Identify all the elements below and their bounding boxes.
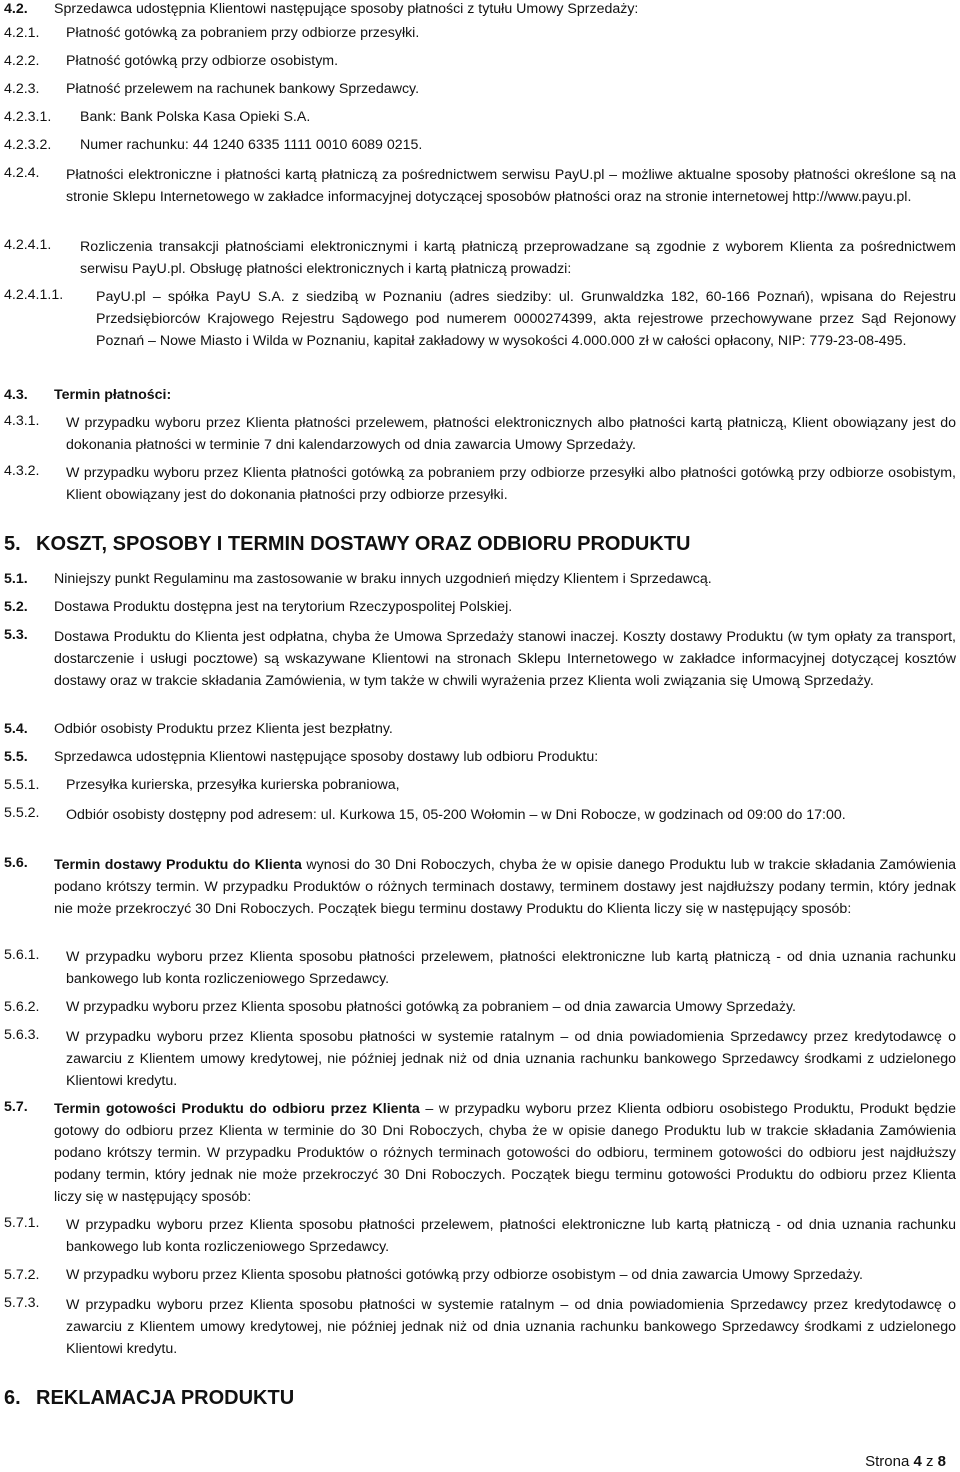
clause-4-3 (4, 386, 956, 405)
clause-text: Płatność przelewem na rachunek bankowy Sprzedawcy. (66, 81, 420, 97)
clause-text: W przypadku wyboru przez Klienta płatności gotówką za pobraniem przy odbiorze przesyłki albo płatności gotówką przy odbiorze osobistym, Klient obowiązany jest do dokonania płatności przy odbiorze przesyłki. (66, 465, 956, 503)
clause-number: 5.2. (4, 599, 28, 615)
clause-5-2 (4, 598, 956, 617)
clause-text: W przypadku wyboru przez Klienta sposobu płatności w systemie ratalnym – od dnia powiadomienia Sprzedawcy przez kredytodawcę o zawarciu z Klientem umowy kredytowej, nie później jednak niż od dnia uznania rachunku bankowego Sprzedawcy środkami z udzielonego Klientowi kredytu. (66, 1029, 956, 1089)
clause-bold-lead: Termin dostawy Produktu do Klienta (54, 857, 302, 873)
clause-5-5-2 (4, 804, 956, 826)
footer-separator: z (921, 1453, 938, 1470)
heading-title: REKLAMACJA PRODUKTU (36, 1387, 295, 1409)
clause-number: 5.4. (4, 721, 28, 737)
clause-number: 4.3. (4, 387, 28, 403)
clause-text: Dostawa Produktu dostępna jest na terytorium Rzeczypospolitej Polskiej. (54, 599, 513, 615)
clause-5-7 (4, 1098, 956, 1208)
clause-text: Niniejszy punkt Regulaminu ma zastosowanie w braku innych uzgodnień między Klientem i Sprzedawcą. (54, 571, 712, 587)
clause-number: 5.5. (4, 749, 28, 765)
clause-number: 4.2.4.1.1. (4, 287, 64, 303)
heading-number: 6. (4, 1387, 21, 1409)
clause-4-2-4-1 (4, 236, 956, 280)
clause-text: Odbiór osobisty Produktu przez Klienta jest bezpłatny. (54, 721, 393, 737)
clause-text: Płatność gotówką przy odbiorze osobistym. (66, 53, 339, 69)
clause-4-2-3-1 (4, 108, 956, 127)
clause-text: W przypadku wyboru przez Klienta sposobu płatności przelewem, płatności elektroniczne lub kartą płatniczą - od dnia uznania rachunku bankowego lub konta rozliczeniowego Sprzedawcy. (66, 949, 956, 987)
clause-text (54, 1098, 956, 1208)
clause-text: Termin płatności: (54, 387, 172, 403)
clause-number: 4.2.4.1. (4, 237, 52, 253)
clause-4-2-4-1-1 (4, 286, 956, 352)
clause-text: Rozliczenia transakcji płatnościami elektronicznymi i kartą płatniczą przeprowadzane są zgodnie z wyborem Klienta za pośrednictwem serwisu PayU.pl. Obsługę płatności elektronicznych i kartą płatniczą prowadzi: (80, 239, 956, 277)
clause-number: 4.2.3.2. (4, 137, 52, 153)
clause-text: W przypadku wyboru przez Klienta sposobu płatności gotówką za pobraniem – od dnia zawarcia Umowy Sprzedaży. (66, 999, 796, 1015)
clause-4-2-1 (4, 24, 956, 43)
heading-number: 5. (4, 533, 21, 555)
clause-number: 4.2.4. (4, 165, 40, 181)
clause-5-7-2 (4, 1266, 956, 1285)
clause-5-5 (4, 748, 956, 767)
clause-number: 4.3.1. (4, 413, 40, 429)
clause-5-6-2 (4, 998, 956, 1017)
clause-body: – w przypadku wyboru przez Klienta odbioru osobistego Produktu, Produkt będzie gotowy do odbioru przez Klienta w terminie do 30 Dni Roboczych, chyba że w opisie danego Produktu lub w trakcie składania Zamówienia podano krótszy termin. W przypadku Produktów o różnych terminach gotowości do odbioru, terminem gotowości do odbioru jest najdłuższy podany termin, który jednak nie może przekroczyć 30 Dni Roboczych. Początek biegu terminu gotowości Produktu do odbioru przez Klienta liczy się w następujący sposób: (54, 1101, 956, 1205)
clause-number: 5.5.1. (4, 777, 40, 793)
clause-number: 4.2.3. (4, 81, 40, 97)
clause-4-2-2 (4, 52, 956, 71)
clause-number: 5.6. (4, 855, 28, 871)
clause-5-7-1 (4, 1214, 956, 1258)
clause-4-2-3-2 (4, 136, 956, 155)
clause-number: 4.2.2. (4, 53, 40, 69)
clause-5-6-1 (4, 946, 956, 990)
heading-title: KOSZT, SPOSOBY I TERMIN DOSTAWY ORAZ ODBIORU PRODUKTU (36, 533, 691, 555)
footer-prefix: Strona (865, 1453, 914, 1470)
clause-number: 5.7.1. (4, 1215, 40, 1231)
clause-text: W przypadku wyboru przez Klienta płatności przelewem, płatności elektronicznych albo płatności kartą płatniczą, Klient obowiązany jest do dokonania płatności w terminie 7 dni kalendarzowych od dnia zawarcia Umowy Sprzedaży. (66, 415, 956, 453)
clause-5-6-3 (4, 1026, 956, 1092)
clause-number: 4.2.3.1. (4, 109, 52, 125)
clause-text: W przypadku wyboru przez Klienta sposobu płatności gotówką przy odbiorze osobistym – od dnia zawarcia Umowy Sprzedaży. (66, 1267, 863, 1283)
current-page-number: 4 (913, 1453, 922, 1470)
clause-text: Przesyłka kurierska, przesyłka kurierska pobraniowa, (66, 777, 400, 793)
clause-5-7-3 (4, 1294, 956, 1360)
clause-5-3 (4, 626, 956, 692)
clause-text: Odbiór osobisty dostępny pod adresem: ul. Kurkowa 15, 05-200 Wołomin – w Dni Robocze, w godzinach od 09:00 do 17:00. (66, 807, 846, 823)
clause-text (54, 854, 956, 920)
clause-text: Płatność gotówką za pobraniem przy odbiorze przesyłki. (66, 25, 420, 41)
total-pages: 8 (937, 1453, 946, 1470)
clause-number: 5.6.1. (4, 947, 40, 963)
clause-5-4 (4, 720, 956, 739)
clause-number: 5.6.3. (4, 1027, 40, 1043)
clause-number: 5.7.3. (4, 1295, 40, 1311)
clause-4-3-2 (4, 462, 956, 506)
clause-text: Płatności elektroniczne i płatności kartą płatniczą za pośrednictwem serwisu PayU.pl – możliwe aktualne sposoby płatności określone są na stronie Sklepu Internetowego w zakładce informacyjnej dotyczącej sposobów płatności oraz na stronie internetowej http://www.payu.pl. (66, 167, 956, 205)
clause-text: Sprzedawca udostępnia Klientowi następujące sposoby płatności z tytułu Umowy Sprzedaży: (54, 1, 639, 17)
clause-text: Dostawa Produktu do Klienta jest odpłatna, chyba że Umowa Sprzedaży stanowi inaczej. Koszty dostawy Produktu (w tym opłaty za transport, dostarczenie i usługi pocztowe) są wskazywane Klientowi na stronach Sklepu Internetowego w zakładce informacyjnej dotyczącej kosztów dostawy oraz w trakcie składania Zamówienia, w tym także w chwili wyrażenia przez Klienta woli związania się Umową Sprzedaży. (54, 629, 956, 689)
clause-4-3-1 (4, 412, 956, 456)
page-footer (865, 1452, 946, 1471)
clause-number: 4.2. (4, 1, 28, 17)
clause-number: 4.3.2. (4, 463, 40, 479)
clause-4-2-3 (4, 80, 956, 99)
clause-text: W przypadku wyboru przez Klienta sposobu płatności przelewem, płatności elektroniczne lub kartą płatniczą - od dnia uznania rachunku bankowego lub konta rozliczeniowego Sprzedawcy. (66, 1217, 956, 1255)
clause-text: Sprzedawca udostępnia Klientowi następujące sposoby dostawy lub odbioru Produktu: (54, 749, 599, 765)
clause-5-6 (4, 854, 956, 920)
clause-body: wynosi do 30 Dni Roboczych, chyba że w opisie danego Produktu lub w trakcie składania Zamówienia podano krótszy termin. W przypadku Produktów o różnych terminach dostawy, terminem dostawy jest najdłuższy podany termin, który jednak nie może przekroczyć 30 Dni Roboczych. Początek biegu terminu dostawy Produktu do Klienta liczy się w następujący sposób: (54, 857, 956, 917)
clause-text: Numer rachunku: 44 1240 6335 1111 0010 6089 0215. (80, 137, 423, 153)
clause-number: 5.5.2. (4, 805, 40, 821)
clause-4-2-4 (4, 164, 956, 208)
clause-number: 5.7. (4, 1099, 28, 1115)
clause-number: 5.3. (4, 627, 28, 643)
clause-number: 5.6.2. (4, 999, 40, 1015)
clause-number: 5.7.2. (4, 1267, 40, 1283)
clause-5-1 (4, 570, 956, 589)
clause-4-2 (4, 0, 956, 19)
clause-text: W przypadku wyboru przez Klienta sposobu płatności w systemie ratalnym – od dnia powiadomienia Sprzedawcy przez kredytodawcę o zawarciu z Klientem umowy kredytowej, nie później jednak niż od dnia uznania rachunku bankowego Sprzedawcy środkami z udzielonego Klientowi kredytu. (66, 1297, 956, 1357)
clause-bold-lead: Termin gotowości Produktu do odbioru przez Klienta (54, 1101, 420, 1117)
clause-5-5-1 (4, 776, 956, 795)
clause-text: Bank: Bank Polska Kasa Opieki S.A. (80, 109, 311, 125)
clause-text: PayU.pl – spółka PayU S.A. z siedzibą w Poznaniu (adres siedziby: ul. Grunwaldzka 182, 60-166 Poznań), wpisana do Rejestru Przedsiębiorców Krajowego Rejestru Sądowego pod numerem 0000274399, akta rejestrowe przechowywane przez Sąd Rejonowy Poznań – Nowe Miasto i Wilda w Poznaniu, kapitał zakładowy w wysokości 4.000.000 zł w całości opłacony, NIP: 779-23-08-495. (96, 289, 956, 349)
clause-number: 4.2.1. (4, 25, 40, 41)
clause-number: 5.1. (4, 571, 28, 587)
